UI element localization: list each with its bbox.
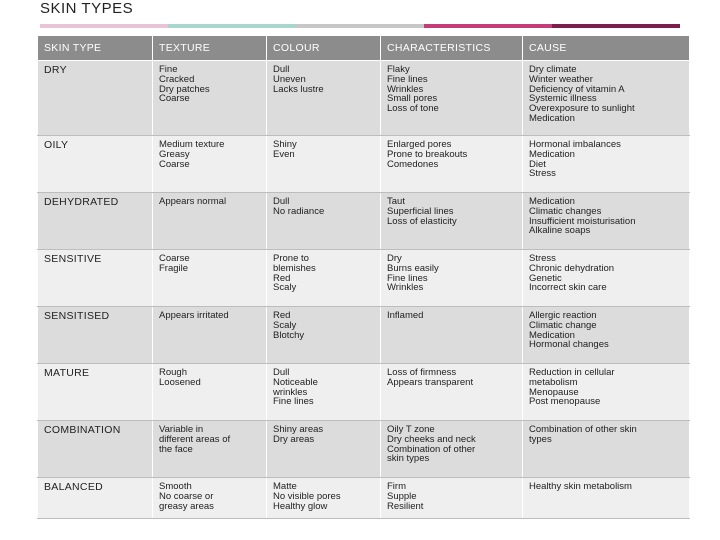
characteristics-line: Loss of firmness xyxy=(387,367,457,378)
header-characteristics: CHARACTERISTICS xyxy=(381,36,523,61)
cause-cell xyxy=(523,136,690,193)
colour-line: Scaly xyxy=(273,282,297,294)
color-bar-segment xyxy=(296,24,424,28)
cause-cell xyxy=(523,250,690,307)
header-texture: TEXTURE xyxy=(153,36,267,61)
characteristics-line: skin types xyxy=(387,453,430,465)
texture-line: Coarse xyxy=(159,158,190,170)
characteristics-line: Small pores xyxy=(387,93,438,105)
cause-line: types xyxy=(529,433,552,445)
characteristics-cell xyxy=(381,61,523,136)
texture-cell xyxy=(153,307,267,364)
texture-line: Appears normal xyxy=(159,196,227,207)
colour-line: Even xyxy=(273,148,295,160)
skin-type-cell: BALANCED xyxy=(38,478,153,519)
texture-line: Cracked xyxy=(159,73,195,85)
colour-cell xyxy=(267,136,381,193)
characteristics-cell xyxy=(381,193,523,250)
characteristics-line: Oily T zone xyxy=(387,424,435,435)
characteristics-line: Fine lines xyxy=(387,272,428,284)
colour-line: Fine lines xyxy=(273,396,314,408)
texture-line: Coarse xyxy=(159,93,190,105)
cause-cell xyxy=(523,307,690,364)
skin-type-cell: SENSITIVE xyxy=(38,250,153,307)
characteristics-line: Firm xyxy=(387,481,406,492)
colour-line: Red xyxy=(273,272,291,284)
cause-line: Medication xyxy=(529,196,575,207)
texture-line: Loosened xyxy=(159,376,201,388)
colour-line: wrinkles xyxy=(273,386,308,398)
cause-line: Hormonal changes xyxy=(529,339,609,351)
cause-line: Post menopause xyxy=(529,396,601,408)
cause-line: Allergic reaction xyxy=(529,310,597,321)
cause-cell xyxy=(523,61,690,136)
skin-type-cell: OILY xyxy=(38,136,153,193)
table-row xyxy=(38,250,690,307)
table-header-row xyxy=(38,36,690,61)
characteristics-cell xyxy=(381,364,523,421)
cause-line: Incorrect skin care xyxy=(529,282,607,294)
characteristics-line: Supple xyxy=(387,490,417,502)
colour-line: Noticeable xyxy=(273,376,318,388)
characteristics-line: Taut xyxy=(387,196,405,207)
cause-line: Systemic illness xyxy=(529,93,597,105)
cause-line: Winter weather xyxy=(529,73,593,85)
texture-line: the face xyxy=(159,443,193,455)
colour-cell xyxy=(267,61,381,136)
cause-line: Deficiency of vitamin A xyxy=(529,83,625,95)
table-row xyxy=(38,421,690,478)
cause-line: Combination of other skin xyxy=(529,424,637,435)
header-skin-type: SKIN TYPE xyxy=(38,36,153,61)
colour-line: Lacks lustre xyxy=(273,83,324,95)
cause-line: Diet xyxy=(529,158,546,170)
cause-line: Overexposure to sunlight xyxy=(529,103,635,115)
characteristics-line: Comedones xyxy=(387,158,439,170)
table-body xyxy=(38,61,690,519)
header-colour: COLOUR xyxy=(267,36,381,61)
colour-line: Scaly xyxy=(273,319,297,331)
texture-line: Fragile xyxy=(159,262,189,274)
skin-type-cell: DEHYDRATED xyxy=(38,193,153,250)
colour-line: blemishes xyxy=(273,262,316,274)
texture-line: Medium texture xyxy=(159,139,225,150)
texture-line: Fine xyxy=(159,64,178,75)
characteristics-cell xyxy=(381,307,523,364)
texture-line: different areas of xyxy=(159,433,231,445)
color-bar-segment xyxy=(40,24,168,28)
characteristics-line: Fine lines xyxy=(387,73,428,85)
colour-line: Dull xyxy=(273,367,290,378)
colour-line: Healthy glow xyxy=(273,500,328,512)
skin-types-table xyxy=(37,35,690,519)
texture-line: Coarse xyxy=(159,253,190,264)
cause-line: Stress xyxy=(529,168,556,180)
characteristics-cell xyxy=(381,421,523,478)
table-row xyxy=(38,478,690,519)
color-bar-segment xyxy=(552,24,680,28)
cause-line: Genetic xyxy=(529,272,562,284)
cause-line: Insufficient moisturisation xyxy=(529,215,636,227)
colour-line: Blotchy xyxy=(273,329,305,341)
table-row xyxy=(38,61,690,136)
characteristics-line: Enlarged pores xyxy=(387,139,452,150)
colour-cell xyxy=(267,364,381,421)
cause-cell xyxy=(523,421,690,478)
characteristics-line: Wrinkles xyxy=(387,83,424,95)
characteristics-line: Prone to breakouts xyxy=(387,148,468,160)
characteristics-cell xyxy=(381,478,523,519)
colour-line: Shiny xyxy=(273,139,297,150)
decorative-color-bar xyxy=(40,24,680,28)
characteristics-line: Flaky xyxy=(387,64,410,75)
header-cause: CAUSE xyxy=(523,36,690,61)
colour-line: Dull xyxy=(273,196,290,207)
colour-line: Shiny areas xyxy=(273,424,324,435)
cause-line: Reduction in cellular xyxy=(529,367,615,378)
colour-cell xyxy=(267,421,381,478)
color-bar-segment xyxy=(168,24,296,28)
cause-line: Medication xyxy=(529,112,575,124)
colour-line: Dull xyxy=(273,64,290,75)
colour-line: No radiance xyxy=(273,205,325,217)
cause-line: Healthy skin metabolism xyxy=(529,481,632,492)
characteristics-line: Loss of elasticity xyxy=(387,215,457,227)
characteristics-cell xyxy=(381,250,523,307)
colour-line: Dry areas xyxy=(273,433,315,445)
texture-cell xyxy=(153,421,267,478)
table-row xyxy=(38,193,690,250)
texture-line: Appears irritated xyxy=(159,310,229,321)
cause-line: metabolism xyxy=(529,376,578,388)
characteristics-line: Inflamed xyxy=(387,310,424,321)
skin-type-cell: DRY xyxy=(38,61,153,136)
page-title: SKIN TYPES xyxy=(40,0,134,17)
skin-type-cell: SENSITISED xyxy=(38,307,153,364)
table-row xyxy=(38,364,690,421)
colour-line: No visible pores xyxy=(273,490,341,502)
cause-line: Chronic dehydration xyxy=(529,262,615,274)
colour-cell xyxy=(267,250,381,307)
texture-cell xyxy=(153,250,267,307)
texture-cell xyxy=(153,478,267,519)
skin-type-cell: COMBINATION xyxy=(38,421,153,478)
characteristics-line: Dry cheeks and neck xyxy=(387,433,476,445)
characteristics-line: Resilient xyxy=(387,500,424,512)
characteristics-line: Appears transparent xyxy=(387,376,474,388)
colour-cell xyxy=(267,193,381,250)
colour-line: Prone to xyxy=(273,253,309,264)
cause-cell xyxy=(523,364,690,421)
table-row xyxy=(38,136,690,193)
cause-line: Alkaline soaps xyxy=(529,225,591,237)
texture-line: Variable in xyxy=(159,424,204,435)
cause-line: Climatic change xyxy=(529,319,597,331)
colour-line: Red xyxy=(273,310,291,321)
texture-line: Dry patches xyxy=(159,83,210,95)
texture-line: No coarse or xyxy=(159,490,214,502)
cause-line: Stress xyxy=(529,253,556,264)
texture-cell xyxy=(153,364,267,421)
characteristics-line: Burns easily xyxy=(387,262,439,274)
colour-line: Uneven xyxy=(273,73,306,85)
characteristics-line: Wrinkles xyxy=(387,282,424,294)
cause-line: Menopause xyxy=(529,386,579,398)
cause-line: Climatic changes xyxy=(529,205,602,217)
characteristics-cell xyxy=(381,136,523,193)
texture-line: Smooth xyxy=(159,481,192,492)
characteristics-line: Superficial lines xyxy=(387,205,454,217)
colour-cell xyxy=(267,478,381,519)
texture-line: greasy areas xyxy=(159,500,214,512)
cause-line: Hormonal imbalances xyxy=(529,139,621,150)
colour-cell xyxy=(267,307,381,364)
colour-line: Matte xyxy=(273,481,297,492)
cause-cell xyxy=(523,478,690,519)
characteristics-line: Loss of tone xyxy=(387,103,439,115)
texture-cell xyxy=(153,193,267,250)
texture-line: Greasy xyxy=(159,148,190,160)
characteristics-line: Combination of other xyxy=(387,443,476,455)
skin-type-cell: MATURE xyxy=(38,364,153,421)
texture-cell xyxy=(153,61,267,136)
characteristics-line: Dry xyxy=(387,253,402,264)
cause-line: Medication xyxy=(529,329,575,341)
cause-line: Medication xyxy=(529,148,575,160)
cause-cell xyxy=(523,193,690,250)
cause-line: Dry climate xyxy=(529,64,577,75)
texture-line: Rough xyxy=(159,367,187,378)
table-row xyxy=(38,307,690,364)
texture-cell xyxy=(153,136,267,193)
color-bar-segment xyxy=(424,24,552,28)
